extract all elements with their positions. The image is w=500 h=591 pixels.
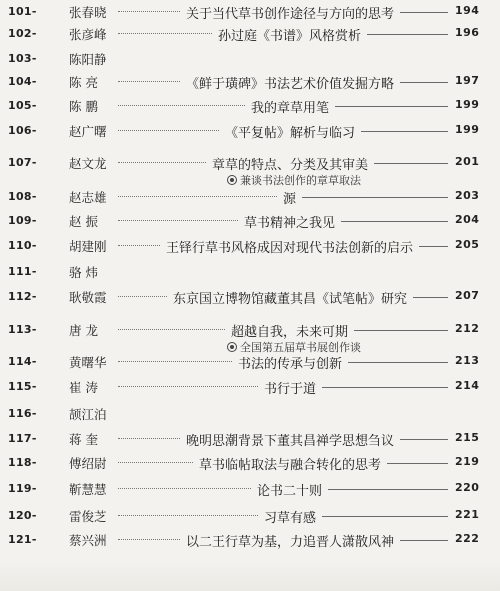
leader-dots: [118, 245, 160, 246]
entry-author: 赵广曙: [69, 124, 107, 139]
entry-number: 105-: [8, 99, 37, 112]
leader-line: [341, 221, 448, 222]
entry-subtitle-text: 全国第五届草书展创作谈: [240, 341, 361, 354]
leader-dots: [118, 296, 167, 297]
entry-title[interactable]: 源: [283, 192, 297, 207]
entry-page-number: 203: [455, 189, 480, 202]
toc-entry[interactable]: [0, 287, 500, 309]
entry-page-number: 196: [455, 26, 480, 39]
leader-dots: [118, 462, 193, 463]
entry-title[interactable]: 书行于道: [264, 382, 317, 397]
entry-subtitle: [227, 172, 361, 188]
leader-dots: [118, 515, 258, 516]
entry-number: 118-: [8, 456, 37, 469]
entry-subtitle-text: 兼谈书法创作的章草取法: [240, 174, 361, 187]
toc-entry[interactable]: [0, 530, 500, 552]
leader-dots: [118, 105, 245, 106]
leader-line: [367, 34, 448, 35]
entry-author: 陈 亮: [69, 75, 98, 90]
entry-title[interactable]: 书法的传承与创新: [238, 357, 343, 372]
toc-entry[interactable]: [0, 153, 500, 187]
entry-title[interactable]: 孙过庭《书谱》风格赏析: [218, 29, 362, 44]
entry-number: 103-: [8, 52, 37, 65]
toc-entry[interactable]: [0, 404, 500, 426]
leader-line: [400, 12, 448, 13]
toc-entry[interactable]: [0, 453, 500, 475]
entry-page-number: 214: [455, 379, 480, 392]
entry-title[interactable]: 《鲜于璜碑》书法艺术价值发掘方略: [186, 77, 395, 92]
toc-entry[interactable]: [0, 506, 500, 528]
entry-title[interactable]: 晚明思潮背景下董其昌禅学思想刍议: [186, 434, 395, 449]
entry-author: 唐 龙: [69, 323, 98, 338]
leader-line: [374, 163, 448, 164]
leader-line: [322, 516, 448, 517]
toc-entry[interactable]: [0, 24, 500, 46]
leader-line: [400, 439, 448, 440]
leader-line: [328, 489, 448, 490]
entry-number: 108-: [8, 190, 37, 203]
entry-page-number: 199: [455, 123, 480, 136]
entry-number: 116-: [8, 407, 37, 420]
entry-page-number: 199: [455, 98, 480, 111]
entry-number: 102-: [8, 27, 37, 40]
entry-number: 115-: [8, 380, 37, 393]
entry-title[interactable]: 我的章草用笔: [251, 101, 330, 116]
entry-title[interactable]: 草书精神之我见: [244, 216, 336, 231]
entry-page-number: 219: [455, 455, 480, 468]
entry-author: 颉江泊: [69, 407, 107, 422]
toc-entry[interactable]: [0, 121, 500, 143]
toc-entry[interactable]: [0, 2, 500, 24]
entry-page-number: 221: [455, 508, 480, 521]
entry-author: 骆 炜: [69, 265, 98, 280]
toc-entry[interactable]: [0, 49, 500, 71]
entry-page-number: 215: [455, 431, 480, 444]
subtitle-bullet-icon: [227, 175, 237, 185]
entry-page-number: 197: [455, 74, 480, 87]
leader-dots: [118, 11, 180, 12]
leader-dots: [118, 196, 277, 197]
entry-author: 蒋 奎: [69, 432, 98, 447]
leader-dots: [118, 438, 180, 439]
entry-title[interactable]: 超越自我，未来可期: [231, 325, 349, 340]
entry-title[interactable]: 论书二十则: [257, 484, 323, 499]
toc-entry[interactable]: [0, 96, 500, 118]
leader-dots: [118, 329, 225, 330]
entry-title[interactable]: 以二王行草为基，力追晋人潇散风神: [186, 535, 395, 550]
entry-author: 赵 振: [69, 214, 98, 229]
leader-dots: [118, 130, 219, 131]
leader-line: [400, 540, 448, 541]
entry-title[interactable]: 关于当代草书创作途径与方向的思考: [186, 7, 395, 22]
entry-page-number: 201: [455, 155, 480, 168]
toc-entry[interactable]: [0, 187, 500, 209]
leader-dots: [118, 81, 180, 82]
entry-number: 121-: [8, 533, 37, 546]
entry-number: 117-: [8, 432, 37, 445]
leader-line: [419, 246, 448, 247]
page-bottom-shade: [0, 560, 500, 591]
entry-page-number: 205: [455, 238, 480, 251]
entry-author: 崔 涛: [69, 380, 98, 395]
entry-author: 张彦峰: [69, 27, 107, 42]
leader-line: [354, 330, 448, 331]
entry-author: 雷俊芝: [69, 509, 107, 524]
entry-number: 110-: [8, 239, 37, 252]
entry-author: 黄曙华: [69, 355, 107, 370]
entry-page-number: 194: [455, 4, 480, 17]
leader-line: [302, 197, 448, 198]
leader-line: [322, 387, 448, 388]
leader-line: [361, 131, 448, 132]
leader-dots: [118, 162, 206, 163]
subtitle-bullet-icon: [227, 342, 237, 352]
entry-author: 陈阳静: [69, 52, 107, 67]
entry-number: 111-: [8, 265, 37, 278]
entry-author: 赵志雄: [69, 190, 107, 205]
entry-page-number: 213: [455, 354, 480, 367]
entry-page-number: 212: [455, 322, 480, 335]
entry-number: 113-: [8, 323, 37, 336]
entry-title[interactable]: 《平复帖》解析与临习: [225, 126, 356, 141]
leader-dots: [118, 361, 232, 362]
entry-title[interactable]: 习草有感: [264, 511, 317, 526]
leader-line: [400, 82, 448, 83]
entry-author: 张春晓: [69, 5, 107, 20]
leader-dots: [118, 386, 258, 387]
toc-entry[interactable]: [0, 479, 500, 501]
entry-number: 112-: [8, 290, 37, 303]
entry-title[interactable]: 草书临帖取法与融合转化的思考: [199, 458, 382, 473]
leader-line: [387, 463, 448, 464]
entry-title[interactable]: 东京国立博物馆藏董其昌《试笔帖》研究: [173, 292, 408, 307]
entry-page-number: 220: [455, 481, 480, 494]
entry-author: 蔡兴洲: [69, 533, 107, 548]
leader-dots: [118, 488, 251, 489]
entry-author: 赵文龙: [69, 156, 107, 171]
entry-author: 胡建刚: [69, 239, 107, 254]
entry-page-number: 222: [455, 532, 480, 545]
entry-title[interactable]: 王铎行草书风格成因对现代书法创新的启示: [166, 241, 414, 256]
entry-author: 傅绍尉: [69, 456, 107, 471]
entry-page-number: 207: [455, 289, 480, 302]
toc-entry[interactable]: [0, 352, 500, 374]
entry-number: 109-: [8, 214, 37, 227]
entry-author: 耿敬霞: [69, 290, 107, 305]
toc-entry[interactable]: [0, 236, 500, 258]
entry-number: 107-: [8, 156, 37, 169]
entry-number: 104-: [8, 75, 37, 88]
leader-dots: [118, 539, 180, 540]
entry-number: 106-: [8, 124, 37, 137]
leader-line: [348, 362, 448, 363]
entry-title[interactable]: 章草的特点、分类及其审美: [212, 158, 369, 173]
entry-page-number: 204: [455, 213, 480, 226]
leader-line: [335, 106, 448, 107]
leader-dots: [118, 33, 212, 34]
entry-number: 120-: [8, 509, 37, 522]
entry-number: 119-: [8, 482, 37, 495]
toc-entry[interactable]: [0, 320, 500, 354]
entry-author: 靳慧慧: [69, 482, 107, 497]
entry-number: 101-: [8, 5, 37, 18]
leader-line: [413, 297, 448, 298]
toc-entry[interactable]: [0, 262, 500, 284]
leader-dots: [118, 220, 238, 221]
toc-entry[interactable]: [0, 377, 500, 399]
entry-author: 陈 鹏: [69, 99, 98, 114]
toc-entry[interactable]: [0, 429, 500, 451]
toc-entry[interactable]: [0, 211, 500, 233]
entry-number: 114-: [8, 355, 37, 368]
toc-entry[interactable]: [0, 72, 500, 94]
